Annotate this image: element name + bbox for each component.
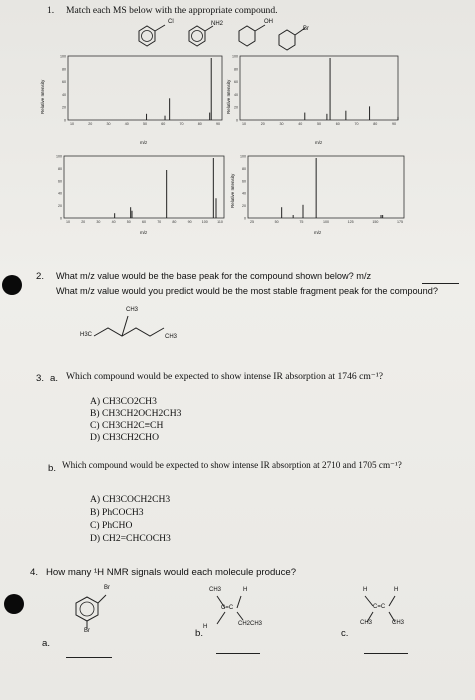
x-tick-label: 80 — [373, 122, 378, 126]
spectrum-d — [228, 143, 408, 235]
q4-number: 4. — [30, 567, 39, 578]
q4c-h1: H — [363, 587, 368, 593]
q4b-ch3: CH3 — [209, 587, 222, 593]
q3-b-label: b. — [48, 463, 57, 474]
x-tick-label: 60 — [142, 220, 146, 224]
y-tick-label: 0 — [60, 216, 62, 221]
x-tick-label: 150 — [372, 220, 379, 224]
x-tick-label: 90 — [392, 122, 396, 126]
plot-frame — [68, 56, 222, 120]
q4a-br-top: Br — [104, 585, 110, 591]
oh-label: OH — [264, 19, 273, 25]
x-tick-label: 10 — [70, 122, 74, 126]
q3-a-text: Which compound would be expected to show intense IR absorption at 1746 cm⁻¹? — [66, 371, 384, 382]
x-tick-label: 90 — [187, 220, 192, 224]
q3b-option-d[interactable]: D) CH2=CHCOCH3 — [90, 533, 171, 544]
y-tick-label: 40 — [234, 92, 238, 97]
q3b-option-b[interactable]: B) PhCOCH3 — [90, 507, 144, 518]
y-tick-label: 100 — [240, 154, 246, 159]
y-tick-label: 60 — [242, 179, 246, 184]
q3b-option-a[interactable]: A) CH3COCH2CH3 — [90, 494, 171, 505]
x-tick-label: 10 — [242, 122, 246, 126]
q1-number: 1. — [47, 5, 55, 16]
x-tick-label: 50 — [143, 122, 147, 126]
q2-ch3-right: CH3 — [165, 334, 178, 340]
x-tick-label: 100 — [323, 220, 329, 224]
plot-frame — [248, 156, 404, 218]
y-tick-label: 40 — [242, 191, 246, 196]
q4b-h: H — [203, 624, 208, 630]
q2-h3c: H3C — [80, 332, 93, 338]
x-tick-label: 70 — [354, 122, 359, 126]
br-label: Br — [303, 26, 309, 32]
x-tick-label: 20 — [81, 220, 86, 224]
q3-number: 3. — [36, 373, 45, 384]
spectrum-b-ylabel: Relative Intensity — [226, 79, 231, 114]
plot-frame — [240, 56, 398, 120]
y-tick-label: 0 — [244, 216, 246, 221]
y-tick-label: 60 — [58, 179, 62, 184]
spectrum-c-xlabel: m/z — [140, 230, 148, 235]
y-tick-label: 100 — [60, 54, 66, 59]
y-tick-label: 100 — [232, 54, 238, 59]
cyclohexanol-structure — [239, 25, 265, 46]
q3a-option-b[interactable]: B) CH3CH2OCH2CH3 — [90, 408, 182, 419]
x-tick-label: 50 — [317, 122, 321, 126]
q3-a-label: a. — [50, 373, 59, 384]
x-tick-label: 30 — [279, 122, 284, 126]
y-tick-label: 80 — [62, 67, 66, 72]
q3a-option-c[interactable]: C) CH3CH2C≡CH — [90, 420, 164, 431]
x-tick-label: 40 — [124, 122, 129, 126]
x-tick-label: 90 — [216, 122, 220, 126]
q4a-answer-line[interactable] — [66, 657, 112, 658]
x-tick-label: 110 — [217, 220, 223, 224]
q3b-option-c[interactable]: C) PhCHO — [90, 520, 133, 531]
x-tick-label: 80 — [197, 122, 202, 126]
q4b-label: b. — [195, 628, 204, 639]
y-tick-label: 100 — [56, 154, 62, 159]
q3a-option-a[interactable]: A) CH3CO2CH3 — [90, 396, 157, 407]
q2-number: 2. — [36, 271, 45, 282]
q4c-cc: C=C — [373, 604, 386, 610]
x-tick-label: 40 — [111, 220, 116, 224]
q4b-cc: C=C — [221, 605, 234, 611]
x-tick-label: 50 — [126, 220, 131, 224]
x-tick-label: 25 — [250, 220, 254, 224]
spectrum-b-xlabel: m/z — [315, 140, 323, 145]
x-tick-label: 50 — [274, 220, 279, 224]
q3-b-text: Which compound would be expected to show intense IR absorption at 2710 and 1705 cm⁻¹? — [62, 460, 402, 470]
x-tick-label: 30 — [96, 220, 101, 224]
q4b-ch2ch3: CH2CH3 — [238, 621, 263, 627]
plot-frame — [64, 156, 224, 218]
x-tick-label: 60 — [335, 122, 340, 126]
q4c-answer-line[interactable] — [364, 653, 408, 654]
aniline-structure — [189, 26, 213, 46]
spectrum-c — [50, 143, 230, 235]
q4c-ch3b: CH3 — [392, 620, 405, 626]
x-tick-label: 60 — [161, 122, 166, 126]
q1-text: Match each MS below with the appropriate compound. — [66, 5, 278, 16]
q4b-answer-line[interactable] — [216, 653, 260, 654]
hole-punch-bottom — [4, 594, 24, 614]
q4a-label: a. — [42, 638, 51, 649]
q4b-h-top: H — [243, 587, 248, 593]
q3a-option-d[interactable]: D) CH3CH2CHO — [90, 432, 160, 443]
y-tick-label: 80 — [58, 166, 62, 171]
spectrum-d-ylabel: Relative Intensity — [230, 173, 235, 208]
y-tick-label: 20 — [62, 105, 66, 110]
x-tick-label: 100 — [201, 220, 208, 224]
q2-answer-line[interactable] — [422, 283, 459, 284]
y-tick-label: 80 — [234, 67, 238, 72]
x-tick-label: 30 — [106, 122, 111, 126]
q4c-ch3a: CH3 — [360, 620, 373, 626]
q4-text: How many ¹H NMR signals would each molecule produce? — [46, 567, 297, 578]
hole-punch-top — [2, 275, 22, 295]
x-tick-label: 40 — [298, 122, 303, 126]
spectrum-a-ylabel: Relative Intensity — [40, 79, 45, 114]
spectrum-d-xlabel: m/z — [314, 230, 322, 235]
y-tick-label: 0 — [64, 118, 66, 123]
bromocyclohexane-structure — [279, 28, 305, 50]
x-tick-label: 175 — [397, 220, 403, 224]
q4a-br-bottom: Br — [84, 628, 90, 634]
q2-line2: What m/z value would you predict would be the most stable fragment peak for the compound? — [56, 286, 438, 296]
x-tick-label: 20 — [88, 122, 93, 126]
spectrum-b — [230, 48, 410, 143]
q4c-h2: H — [394, 587, 399, 593]
x-tick-label: 70 — [179, 122, 184, 126]
y-tick-label: 20 — [242, 204, 246, 209]
x-tick-label: 125 — [347, 220, 354, 224]
q2-ch3-top: CH3 — [126, 307, 139, 313]
q2-line1: What m/z value would be the base peak for the compound shown below? m/z — [56, 271, 372, 281]
y-tick-label: 40 — [58, 191, 62, 196]
y-tick-label: 0 — [236, 118, 238, 123]
q4c-label: c. — [341, 628, 349, 639]
x-tick-label: 80 — [172, 220, 177, 224]
x-tick-label: 75 — [299, 220, 304, 224]
cl-label: Cl — [168, 19, 174, 25]
y-tick-label: 80 — [242, 166, 246, 171]
nh2-label: NH2 — [211, 21, 224, 27]
spectrum-a-xlabel: m/z — [140, 140, 148, 145]
y-tick-label: 20 — [234, 105, 238, 110]
chlorobenzene-structure — [139, 25, 165, 46]
x-tick-label: 10 — [66, 220, 70, 224]
spectrum-a — [50, 48, 230, 143]
y-tick-label: 40 — [62, 92, 66, 97]
y-tick-label: 20 — [58, 204, 62, 209]
y-tick-label: 60 — [62, 80, 66, 85]
x-tick-label: 20 — [260, 122, 265, 126]
x-tick-label: 70 — [157, 220, 162, 224]
y-tick-label: 60 — [234, 80, 238, 85]
